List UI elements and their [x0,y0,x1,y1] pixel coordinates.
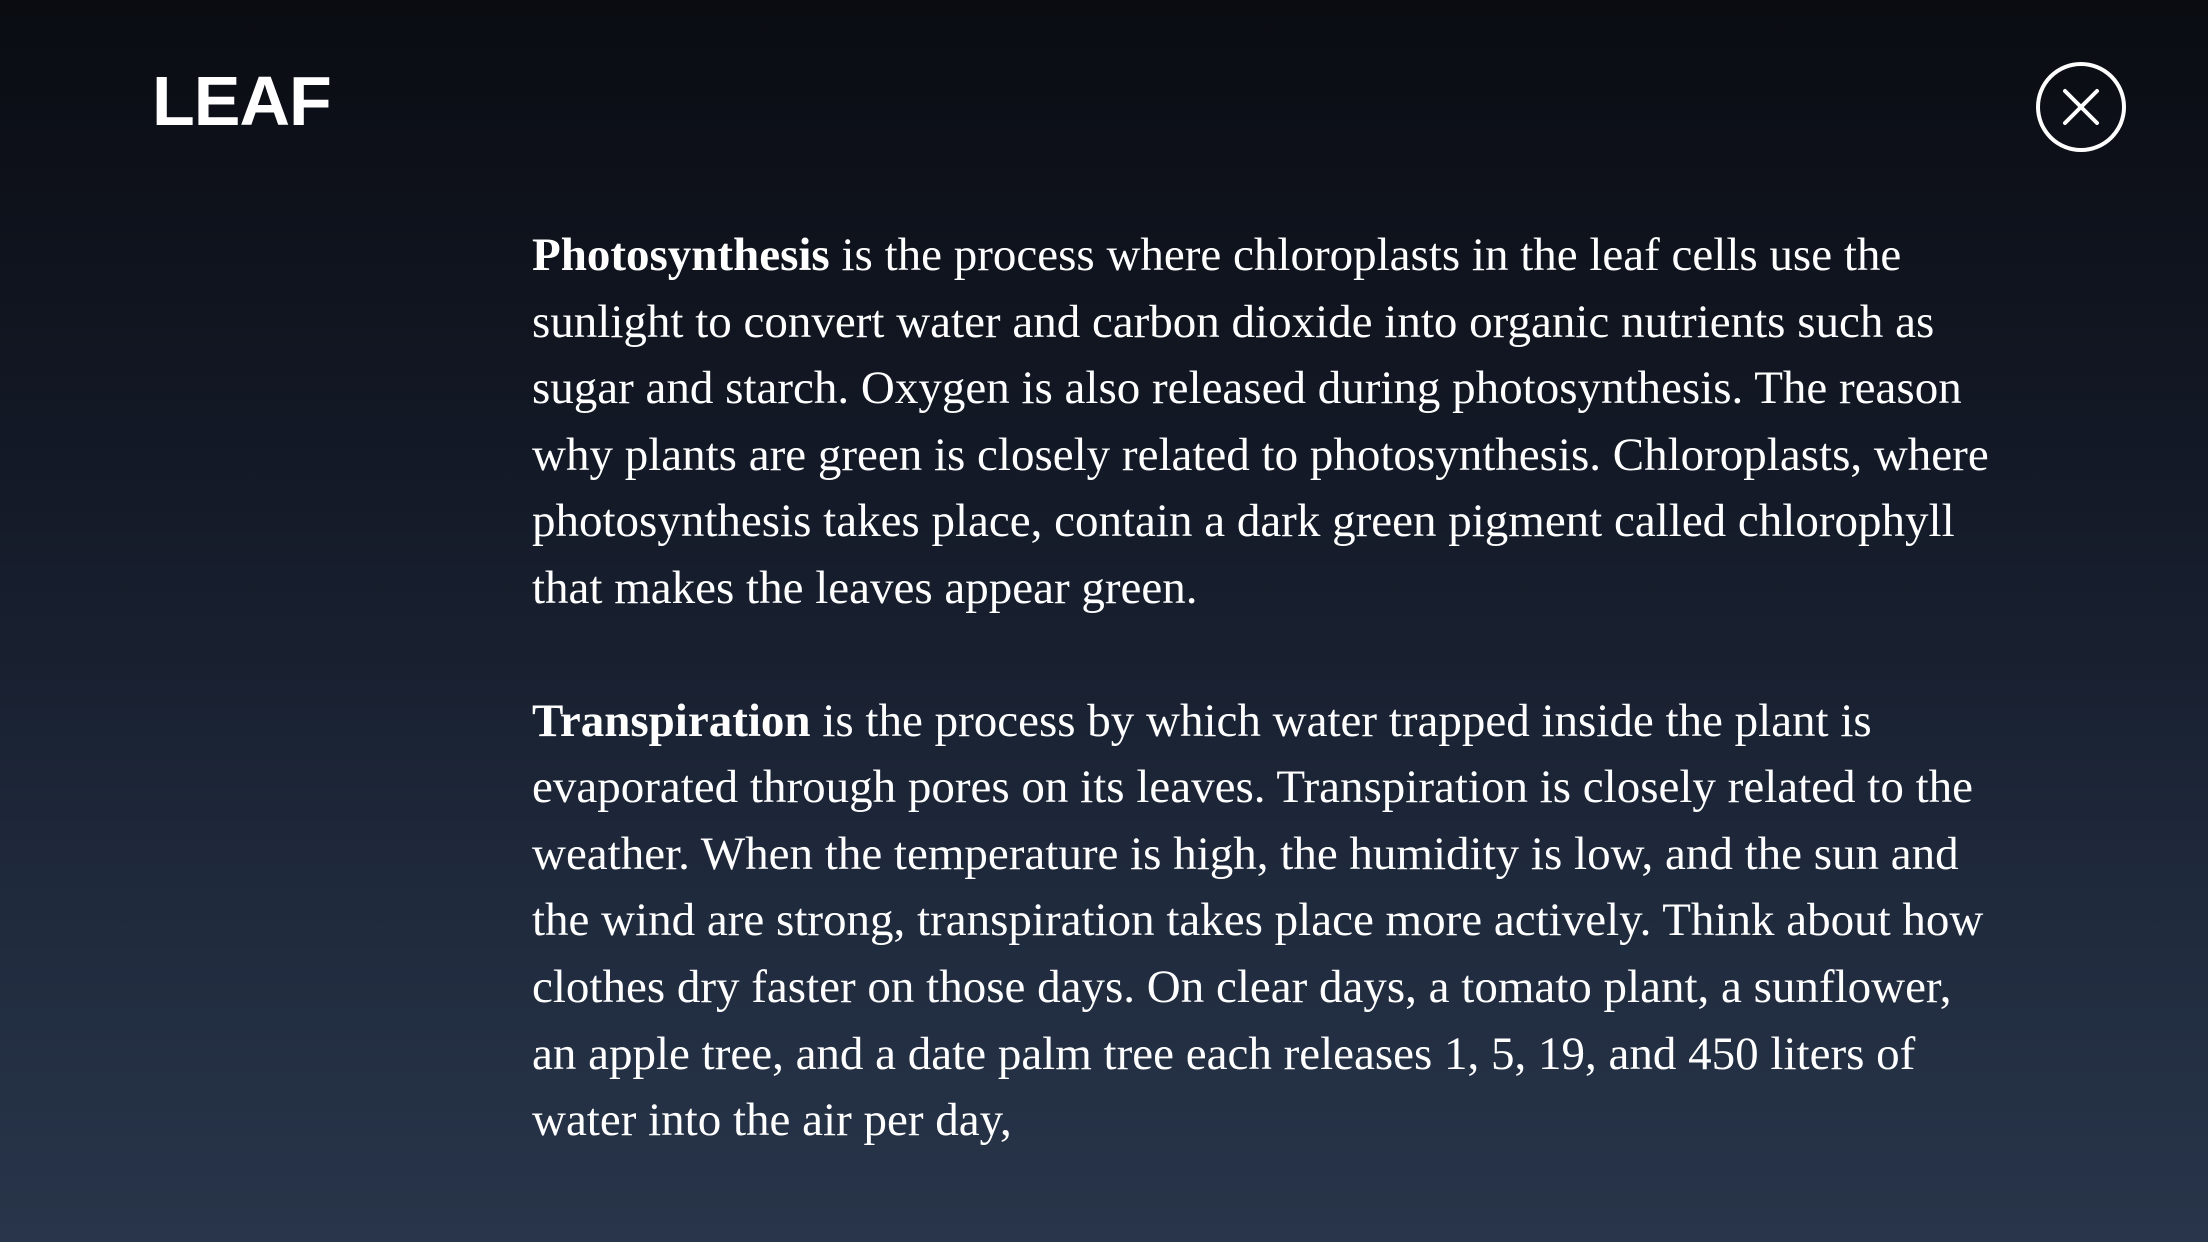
page-title: LEAF [152,62,331,140]
term-transpiration: Transpiration [532,694,811,747]
close-icon [2061,87,2101,127]
body-transpiration: is the process by which water trapped inside the plant is evaporated through pores on its leaves. Transpiration is closely related to the weather. When the temperature is high, the humidity is low, and the sun and the wind are strong, transpiration takes place more actively. Think about how clothes dry faster on those days. On clear days, a tomato plant, a sunflower, an apple tree, and a date palm tree each releases 1, 5, 19, and 450 liters of water into the air per day, [532,694,1984,1147]
body-photosynthesis: is the process where chloroplasts in the leaf cells use the sunlight to convert water and carbon dioxide into organic nutrients such as sugar and starch. Oxygen is also released during photosynthesis. The reason why plants are green is closely related to photosynthesis. Chloroplasts, where photosynthesis takes place, contain a dark green pigment called chlorophyll that makes the leaves appear green. [532,229,1989,614]
article-content [532,222,2002,1220]
paragraph-photosynthesis [532,222,2002,622]
close-button[interactable] [2036,62,2126,152]
term-photosynthesis: Photosynthesis [532,229,830,281]
paragraph-transpiration [532,688,2002,1154]
